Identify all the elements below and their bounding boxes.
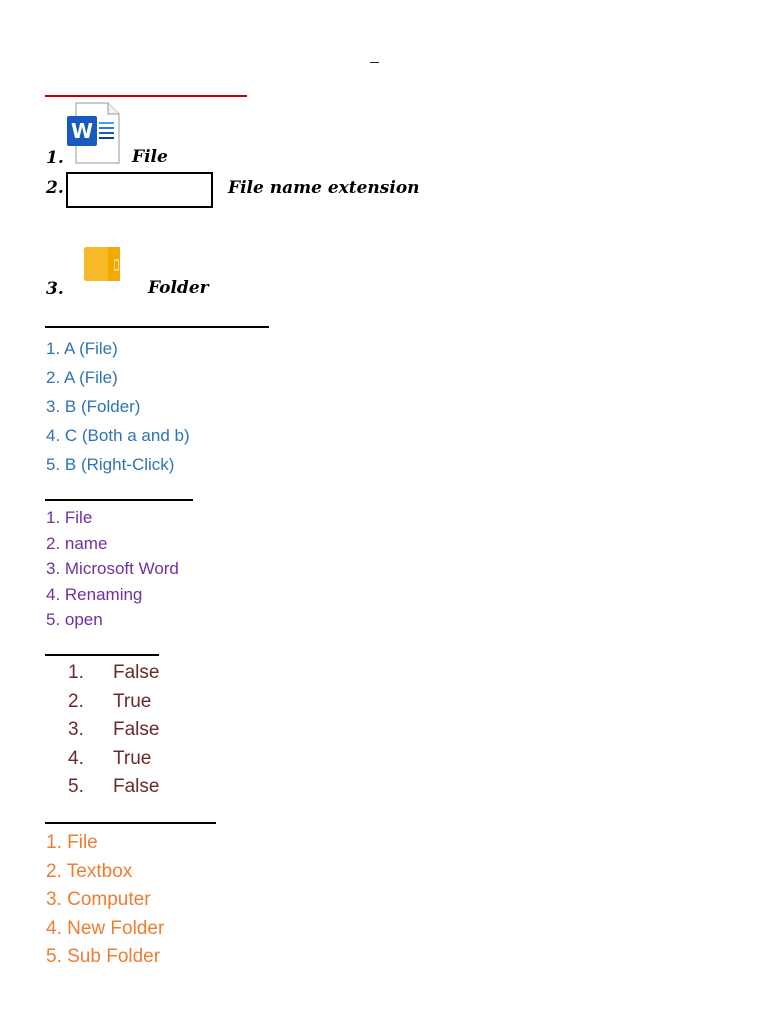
section-underline — [45, 326, 269, 328]
list-item-value: False — [113, 776, 160, 797]
list-item: 3. Computer — [46, 889, 151, 910]
answers-true-false-list — [68, 659, 159, 802]
item-number: 3. — [46, 279, 64, 299]
list-item: 4. Renaming — [46, 584, 143, 604]
list-item: 5. B (Right-Click) — [46, 455, 175, 474]
list-item: 5. Sub Folder — [46, 946, 161, 967]
section-underline — [45, 822, 216, 824]
word-document-icon — [66, 102, 120, 164]
list-item-number: 3. — [68, 719, 84, 740]
svg-text:W: W — [70, 119, 94, 143]
header-dash — [370, 62, 379, 63]
item-number: 2. — [46, 178, 64, 198]
list-item-number: 2. — [68, 690, 84, 712]
list-item-value: True — [113, 690, 152, 712]
section-underline — [45, 654, 159, 656]
list-item: 1. A (File) — [46, 339, 118, 358]
list-item — [68, 773, 159, 802]
list-item-number: 5. — [68, 776, 84, 797]
item-label-file: File — [132, 147, 168, 167]
list-item: 2. name — [46, 533, 108, 553]
list-item-value: True — [113, 747, 152, 769]
section-underline — [45, 499, 193, 501]
list-item: 4. C (Both a and b) — [46, 426, 190, 445]
list-item: 1. File — [46, 508, 93, 527]
list-item — [68, 745, 159, 774]
list-item-number: 1. — [68, 662, 84, 683]
list-item-value: False — [113, 662, 160, 683]
item-label-folder: Folder — [148, 278, 209, 298]
list-item — [68, 688, 159, 717]
list-item: 2. Textbox — [46, 860, 133, 882]
answers-final-list — [46, 829, 164, 972]
list-item: 3. B (Folder) — [46, 397, 141, 416]
heading-underline-red — [45, 95, 247, 97]
list-item-number: 4. — [68, 747, 84, 769]
list-item: 4. New Folder — [46, 917, 165, 939]
list-item: 3. Microsoft Word — [46, 559, 179, 578]
list-item: 5. open — [46, 610, 103, 629]
item-label-extension: File name extension — [228, 178, 420, 198]
folder-icon — [81, 244, 125, 284]
list-item-value: False — [113, 719, 160, 740]
list-item — [68, 659, 159, 688]
item-number: 1. — [46, 148, 64, 168]
answers-fill-list — [46, 505, 179, 633]
answers-mcq-list — [46, 334, 190, 479]
empty-answer-box — [66, 172, 213, 208]
list-item: 1. File — [46, 832, 98, 853]
list-item — [68, 716, 159, 745]
list-item: 2. A (File) — [46, 368, 118, 387]
